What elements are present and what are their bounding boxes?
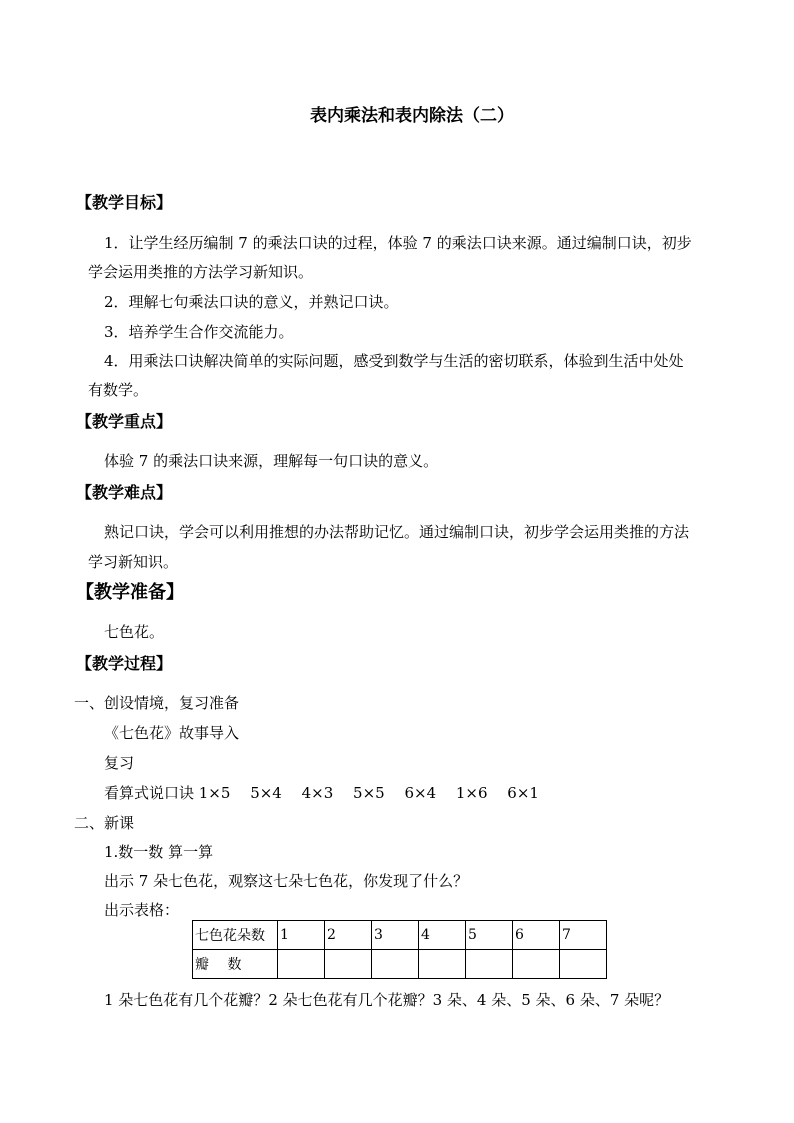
table-cell: 1 [278,921,325,950]
process-line: 出示 7 朵七色花，观察这七朵七色花，你发现了什么？ [104,872,469,890]
table-cell [513,950,560,979]
table-cell [466,950,513,979]
table-cell: 瓣 数 [193,950,278,979]
question-line: 1 朵七色花有几个花瓣？2 朵七色花有几个花瓣？3 朵、4 朵、5 朵、6 朵、7 朵呢？ [104,991,670,1009]
heading-process: 【教学过程】 [76,654,173,673]
table-cell [419,950,466,979]
table-cell: 6 [513,921,560,950]
process-line: 《七色花》故事导入 [104,724,240,742]
objective-line: 有数学。 [88,381,149,399]
table-cell: 7 [560,921,607,950]
table-cell [560,950,607,979]
table-cell: 2 [325,921,372,950]
heading-objectives: 【教学目标】 [76,193,173,212]
table-row [193,921,607,950]
table-cell: 七色花朵数 [193,921,278,950]
difficulties-line: 学习新知识。 [88,553,179,571]
difficulties-line: 熟记口诀，学会可以利用推想的办法帮助记忆。通过编制口诀，初步学会运用类推的方法 [104,523,690,541]
table-cell [278,950,325,979]
section-heading: 二、新课 [74,814,135,832]
objective-line: 1．让学生经历编制 7 的乘法口诀的过程，体验 7 的乘法口诀来源。通过编制口诀，初步 [104,234,692,252]
objective-line: 3．培养学生合作交流能力。 [104,323,294,341]
table-cell: 5 [466,921,513,950]
objective-line: 学会运用类推的方法学习新知识。 [88,263,314,281]
process-line: 1.数一数 算一算 [104,843,214,861]
table-row [193,950,607,979]
process-line: 出示表格： [104,901,180,919]
key-points-text: 体验 7 的乘法口诀来源，理解每一句口诀的意义。 [104,452,439,470]
process-line: 复习 [104,754,135,772]
table-cell: 3 [372,921,419,950]
page-title: 表内乘法和表内除法（二） [310,106,514,126]
section-heading: 一、创设情境，复习准备 [74,694,240,712]
table-cell [325,950,372,979]
preparation-text: 七色花。 [104,623,165,641]
flower-petal-table [192,920,607,979]
table-cell: 4 [419,921,466,950]
objective-line: 2．理解七句乘法口诀的意义，并熟记口诀。 [104,293,399,311]
table-cell [372,950,419,979]
heading-key-points: 【教学重点】 [76,412,173,431]
heading-preparation: 【教学准备】 [76,582,184,603]
heading-difficulties: 【教学难点】 [76,483,173,502]
process-line: 看算式说口诀 1×5 5×4 4×3 5×5 6×4 1×6 6×1 [104,784,539,802]
objective-line: 4．用乘法口诀解决简单的实际问题，感受到数学与生活的密切联系，体验到生活中处处 [104,352,684,370]
